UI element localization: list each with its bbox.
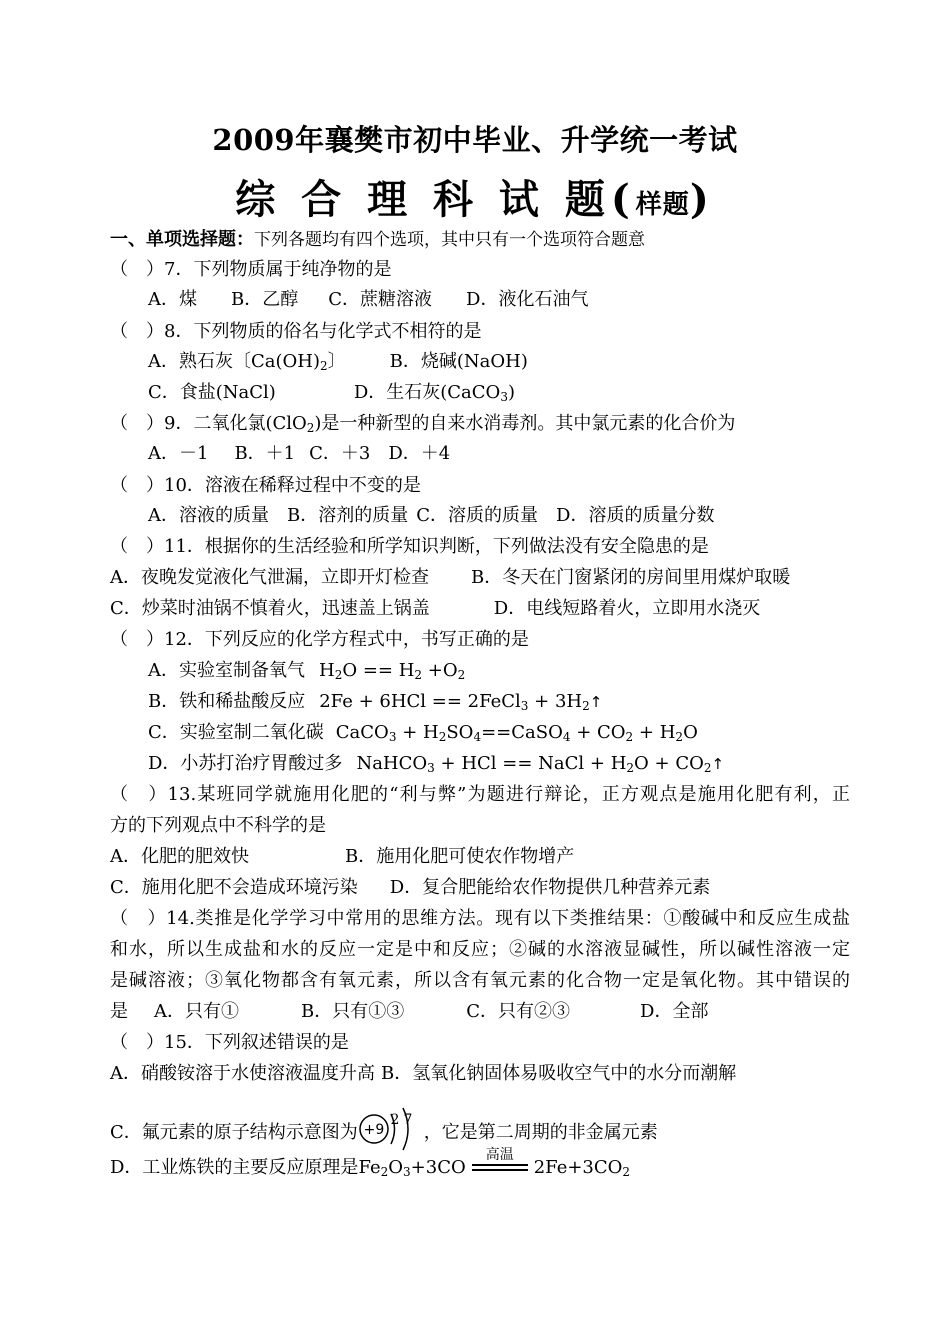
q11-options-ab: A．夜晚发觉液化气泄漏，立即开灯检查 B．冬天在门窗紧闭的房间里用煤炉取暖 — [110, 567, 791, 588]
q7-options: A．煤 B．乙醇 C．蔗糖溶液 D．液化石油气 — [148, 289, 589, 310]
q8-stem: （ ）8．下列物质的俗名与化学式不相符的是 — [110, 321, 482, 342]
q9-stem: （ ）9．二氧化氯(ClO2)是一种新型的自来水消毒剂。其中氯元素的化合价为 — [110, 413, 736, 435]
atom-nucleus-label: +9 — [363, 1122, 385, 1138]
q7-stem: （ ）7．下列物质属于纯净物的是 — [110, 259, 392, 280]
q12-option-a: A．实验室制备氧气 H2O == H2 +O2 — [148, 660, 466, 682]
q14-stem-line1: （ ）14.类推是化学学习中常用的思维方法。现有以下类推结果：①酸碱中和反应生成盐 — [110, 908, 850, 929]
q9-options: A．－1 B．＋1 C．＋3 D．＋4 — [148, 443, 451, 464]
q12-option-c: C．实验室制二氧化碳 CaCO3 + H2SO4==CaSO4 + CO2 + H2O — [148, 722, 698, 744]
q13-stem-line1: （ ）13.某班同学就施用化肥的“利与弊”为题进行辩论，正方观点是施用化肥有利，正 — [110, 784, 850, 805]
q12-option-d: D．小苏打治疗胃酸过多 NaHCO3 + HCl == NaCl + H2O + CO2↑ — [148, 753, 725, 775]
high-temp-condition-sign: 高温 — [472, 1155, 528, 1177]
q10-stem: （ ）10．溶液在稀释过程中不变的是 — [110, 475, 421, 496]
q12-stem: （ ）12．下列反应的化学方程式中，书写正确的是 — [110, 629, 529, 650]
q14-stem-line2: 和水，所以生成盐和水的反应一定是中和反应；②碱的水溶液显碱性，所以碱性溶液一定 — [110, 939, 850, 960]
q10-options: A．溶液的质量 B．溶剂的质量 C．溶质的质量 D．溶质的质量分数 — [148, 505, 715, 526]
q15-option-d: D．工业炼铁的主要反应原理是Fe2O3+3CO 高温 2Fe+3CO2 — [110, 1147, 631, 1179]
q8-options-ab: A．熟石灰〔Ca(OH)2〕 B．烧碱(NaOH) — [148, 351, 528, 373]
atom-shell2-label: 7 — [403, 1112, 413, 1128]
q13-options-cd: C．施用化肥不会造成环境污染 D．复合肥能给农作物提供几种营养元素 — [110, 877, 711, 898]
q15-option-c: C．氟元素的原子结构示意图为 +9 2 7 ，它是第二周期的非金属元素 — [110, 1102, 850, 1152]
fluorine-atom-structure-diagram — [358, 1102, 424, 1152]
q15-options-ab: A．硝酸铵溶于水使溶液温度升高 B．氢氧化钠固体易吸收空气中的水分而潮解 — [110, 1063, 737, 1084]
q11-stem: （ ）11．根据你的生活经验和所学知识判断，下列做法没有安全隐患的是 — [110, 536, 709, 557]
q8-options-cd: C．食盐(NaCl) D．生石灰(CaCO3) — [148, 382, 515, 404]
q13-options-ab: A．化肥的肥效快 B．施用化肥可使农作物增产 — [110, 846, 575, 867]
q14-options: 是 A．只有① B．只有①③ C．只有②③ D．全部 — [110, 1001, 709, 1022]
atom-shell1-label: 2 — [390, 1112, 400, 1128]
exam-subtitle: 综 合 理 科 试 题(样题) — [235, 176, 715, 223]
q14-stem-line3: 是碱溶液；③氧化物都含有氧元素，所以含有氧元素的化合物一定是氧化物。其中错误的 — [110, 970, 850, 991]
q11-options-cd: C．炒菜时油锅不慎着火，迅速盖上锅盖 D．电线短路着火，立即用水浇灭 — [110, 598, 761, 619]
exam-title: 2009年襄樊市初中毕业、升学统一考试 — [212, 123, 738, 157]
q15-stem: （ ）15．下列叙述错误的是 — [110, 1032, 349, 1053]
section-heading: 一、单项选择题：下列各题均有四个选项，其中只有一个选项符合题意 — [110, 229, 645, 250]
q13-stem-line2: 方的下列观点中不科学的是 — [110, 815, 326, 836]
q12-option-b: B．铁和稀盐酸反应 2Fe + 6HCl == 2FeCl3 + 3H2↑ — [148, 691, 603, 713]
